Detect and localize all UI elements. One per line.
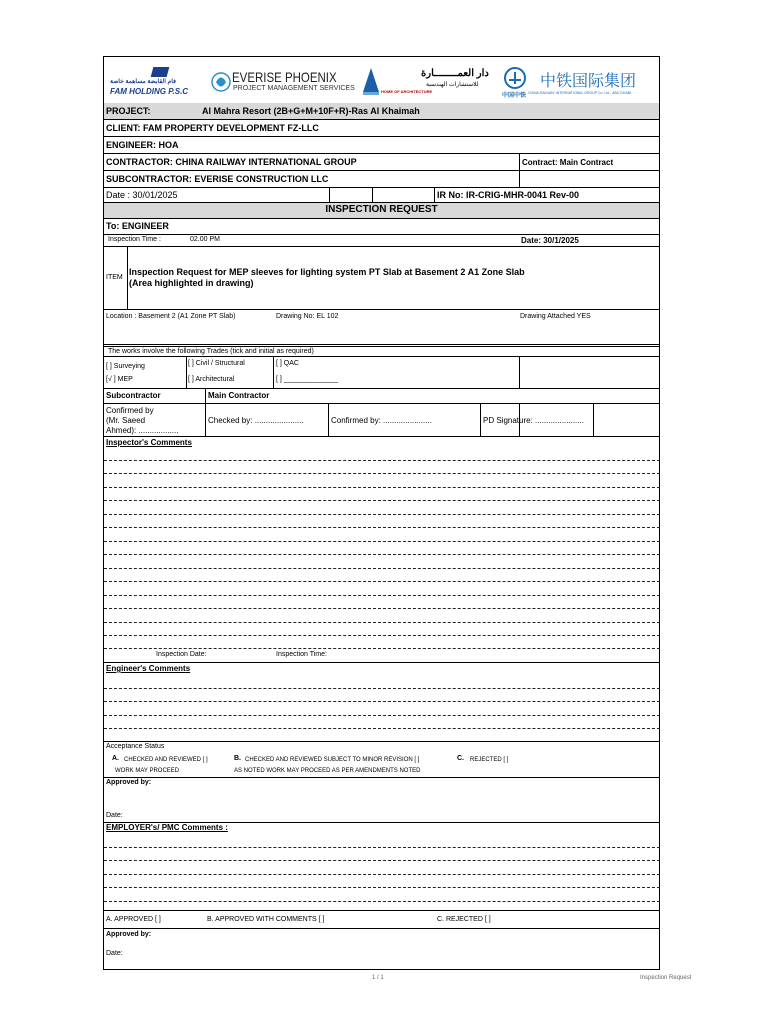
status-b-checkbox[interactable]: CHECKED AND REVIEWED SUBJECT TO MINOR REVISION [ ] [245, 757, 420, 763]
divider [104, 777, 659, 778]
footer-form-name: Inspection Request [640, 975, 692, 981]
home-of-architecture-logo [361, 66, 491, 100]
employer-date: Date: [106, 950, 123, 957]
fam-holding-logo [108, 67, 208, 97]
project-value: Al Mahra Resort (2B+G+M+10F+R)-Ras Al Khaimah [202, 106, 420, 116]
client: CLIENT: FAM PROPERTY DEVELOPMENT FZ-LLC [106, 123, 319, 133]
date-ir-row [104, 188, 659, 203]
status-c-label: C. [457, 755, 464, 762]
confirmed-by-main: Confirmed by: ...................... [331, 416, 432, 425]
logo-band [104, 57, 659, 104]
item-description: Inspection Request for MEP sleeves for lighting system PT Slab at Basement 2 A1 Zone Slab [129, 267, 525, 277]
inspector-time-label: Inspection Time: [276, 651, 327, 658]
ir-number: IR No: IR-CRIG-MHR-0041 Rev-00 [437, 190, 580, 200]
confirmed-by-name: (Mr. Saeed [106, 416, 146, 425]
form-title-row [104, 203, 659, 219]
trade-civil-checkbox[interactable]: [ ] Civil / Structural [188, 360, 245, 367]
employer-comments-heading: EMPLOYER's/ PMC Comments : [106, 823, 228, 832]
divider [104, 741, 659, 742]
employer-approved-checkbox[interactable]: A. APPROVED [ ] [106, 916, 161, 923]
drawing-attached: Drawing Attached YES [520, 313, 591, 320]
engineer-approved-by: Approved by: [106, 779, 152, 786]
pd-signature: PD Signature: ...................... [483, 416, 584, 425]
everise-mark-icon [211, 71, 231, 93]
acceptance-status-label: Acceptance Status [106, 743, 165, 750]
arch-arabic-sub: للاستشارات الهندسية [426, 82, 479, 88]
status-c-checkbox[interactable]: REJECTED [ ] [470, 757, 509, 763]
crig-mark-icon [504, 67, 526, 89]
status-a-label: A. [112, 755, 119, 762]
engineer: ENGINEER: HOA [106, 140, 179, 150]
item-row [104, 247, 659, 310]
trades-row [104, 357, 659, 389]
everise-subtitle: PROJECT MANAGEMENT SERVICES [233, 85, 355, 92]
project-label: PROJECT: [106, 106, 151, 116]
subcontractor-row [104, 171, 659, 188]
arch-arabic-name: دار العمــــــــارة [421, 68, 489, 79]
confirmed-by-subcontractor: Confirmed by [106, 406, 154, 415]
location: Location : Basement 2 (A1 Zone PT Slab) [106, 313, 236, 320]
to-row [104, 219, 659, 235]
divider [104, 662, 659, 663]
crig-english-name: CHINA RAILWAY INTERNATIONAL GROUP Co. Ltd - ABU DHABI [528, 91, 632, 95]
confirmed-by-signature: Ahmed): .................. [106, 426, 179, 435]
inspection-date: Date: 30/1/2025 [521, 236, 579, 245]
divider [104, 928, 659, 929]
trade-other-checkbox[interactable]: [ ] ______________ [276, 376, 339, 383]
inspector-date-label: Inspection Date: [156, 651, 207, 658]
signature-row [104, 404, 659, 437]
signature-heading-row [104, 389, 659, 404]
fam-name: FAM HOLDING P.S.C [110, 87, 189, 96]
request-date: Date : 30/01/2025 [106, 190, 178, 200]
contract-type: Contract: Main Contract [522, 158, 614, 167]
client-row [104, 120, 659, 137]
subcontractor-heading: Subcontractor [106, 391, 161, 400]
page-number: 1 / 1 [372, 975, 384, 981]
sail-icon [361, 66, 381, 96]
contractor: CONTRACTOR: CHINA RAILWAY INTERNATIONAL GROUP [106, 157, 357, 167]
arch-english-name: HOME OF ARCHITECTURE [381, 89, 433, 94]
project-row [104, 103, 659, 120]
crig-chinese-name: 中铁国际集团 [540, 73, 637, 90]
employer-approved-comments-checkbox[interactable]: B. APPROVED WITH COMMENTS [ ] [207, 916, 325, 923]
status-b-label: B. [234, 755, 241, 762]
divider [104, 910, 659, 911]
inspector-comments-heading: Inspector's Comments [106, 438, 192, 447]
employer-rejected-checkbox[interactable]: C. REJECTED [ ] [437, 916, 491, 923]
addressee: To: ENGINEER [106, 221, 169, 231]
fam-arabic-name: فام القابضة مساهمة خاصة [110, 79, 176, 85]
item-description-note: (Area highlighted in drawing) [129, 278, 254, 288]
everise-title: EVERISE PHOENIX [232, 69, 337, 85]
employer-approved-by: Approved by: [106, 931, 152, 938]
everise-logo [211, 69, 355, 99]
subcontractor: SUBCONTRACTOR: EVERISE CONSTRUCTION LLC [106, 174, 329, 184]
crig-small-chinese: 中国中铁 [502, 93, 527, 99]
status-a-note: WORK MAY PROCEED [115, 768, 180, 774]
checked-by: Checked by: ...................... [208, 416, 304, 425]
inspection-time-label: Inspection Time : [108, 236, 161, 243]
inspection-time-row [104, 235, 659, 247]
item-label: ITEM [106, 274, 123, 281]
crig-logo [502, 66, 654, 100]
engineer-comments-heading: Engineer's Comments [106, 664, 191, 673]
drawing-number: Drawing No: EL 102 [276, 313, 339, 320]
main-contractor-heading: Main Contractor [208, 391, 270, 400]
trades-intro: The works involve the following Trades (tick and initial as required) [108, 348, 314, 355]
location-row [104, 310, 659, 345]
status-a-checkbox[interactable]: CHECKED AND REVIEWED [ ] [124, 757, 208, 763]
trades-intro-row [104, 346, 659, 357]
contractor-row [104, 154, 659, 171]
trade-qac-checkbox[interactable]: [ ] QAC [276, 360, 299, 367]
trade-architectural-checkbox[interactable]: [ ] Architectural [188, 376, 235, 383]
trade-mep-checkbox[interactable]: [√ ] MEP [106, 376, 133, 383]
inspection-request-form [103, 56, 660, 970]
trade-surveying-checkbox[interactable]: [ ] Surveying [106, 363, 145, 370]
engineer-row [104, 137, 659, 154]
engineer-date: Date: [106, 812, 123, 819]
form-title: INSPECTION REQUEST [325, 204, 438, 215]
status-b-note: AS NOTED WORK MAY PROCEED AS PER AMENDMENTS NOTED [234, 768, 421, 774]
inspection-time-value: 02.00 PM [190, 236, 220, 243]
